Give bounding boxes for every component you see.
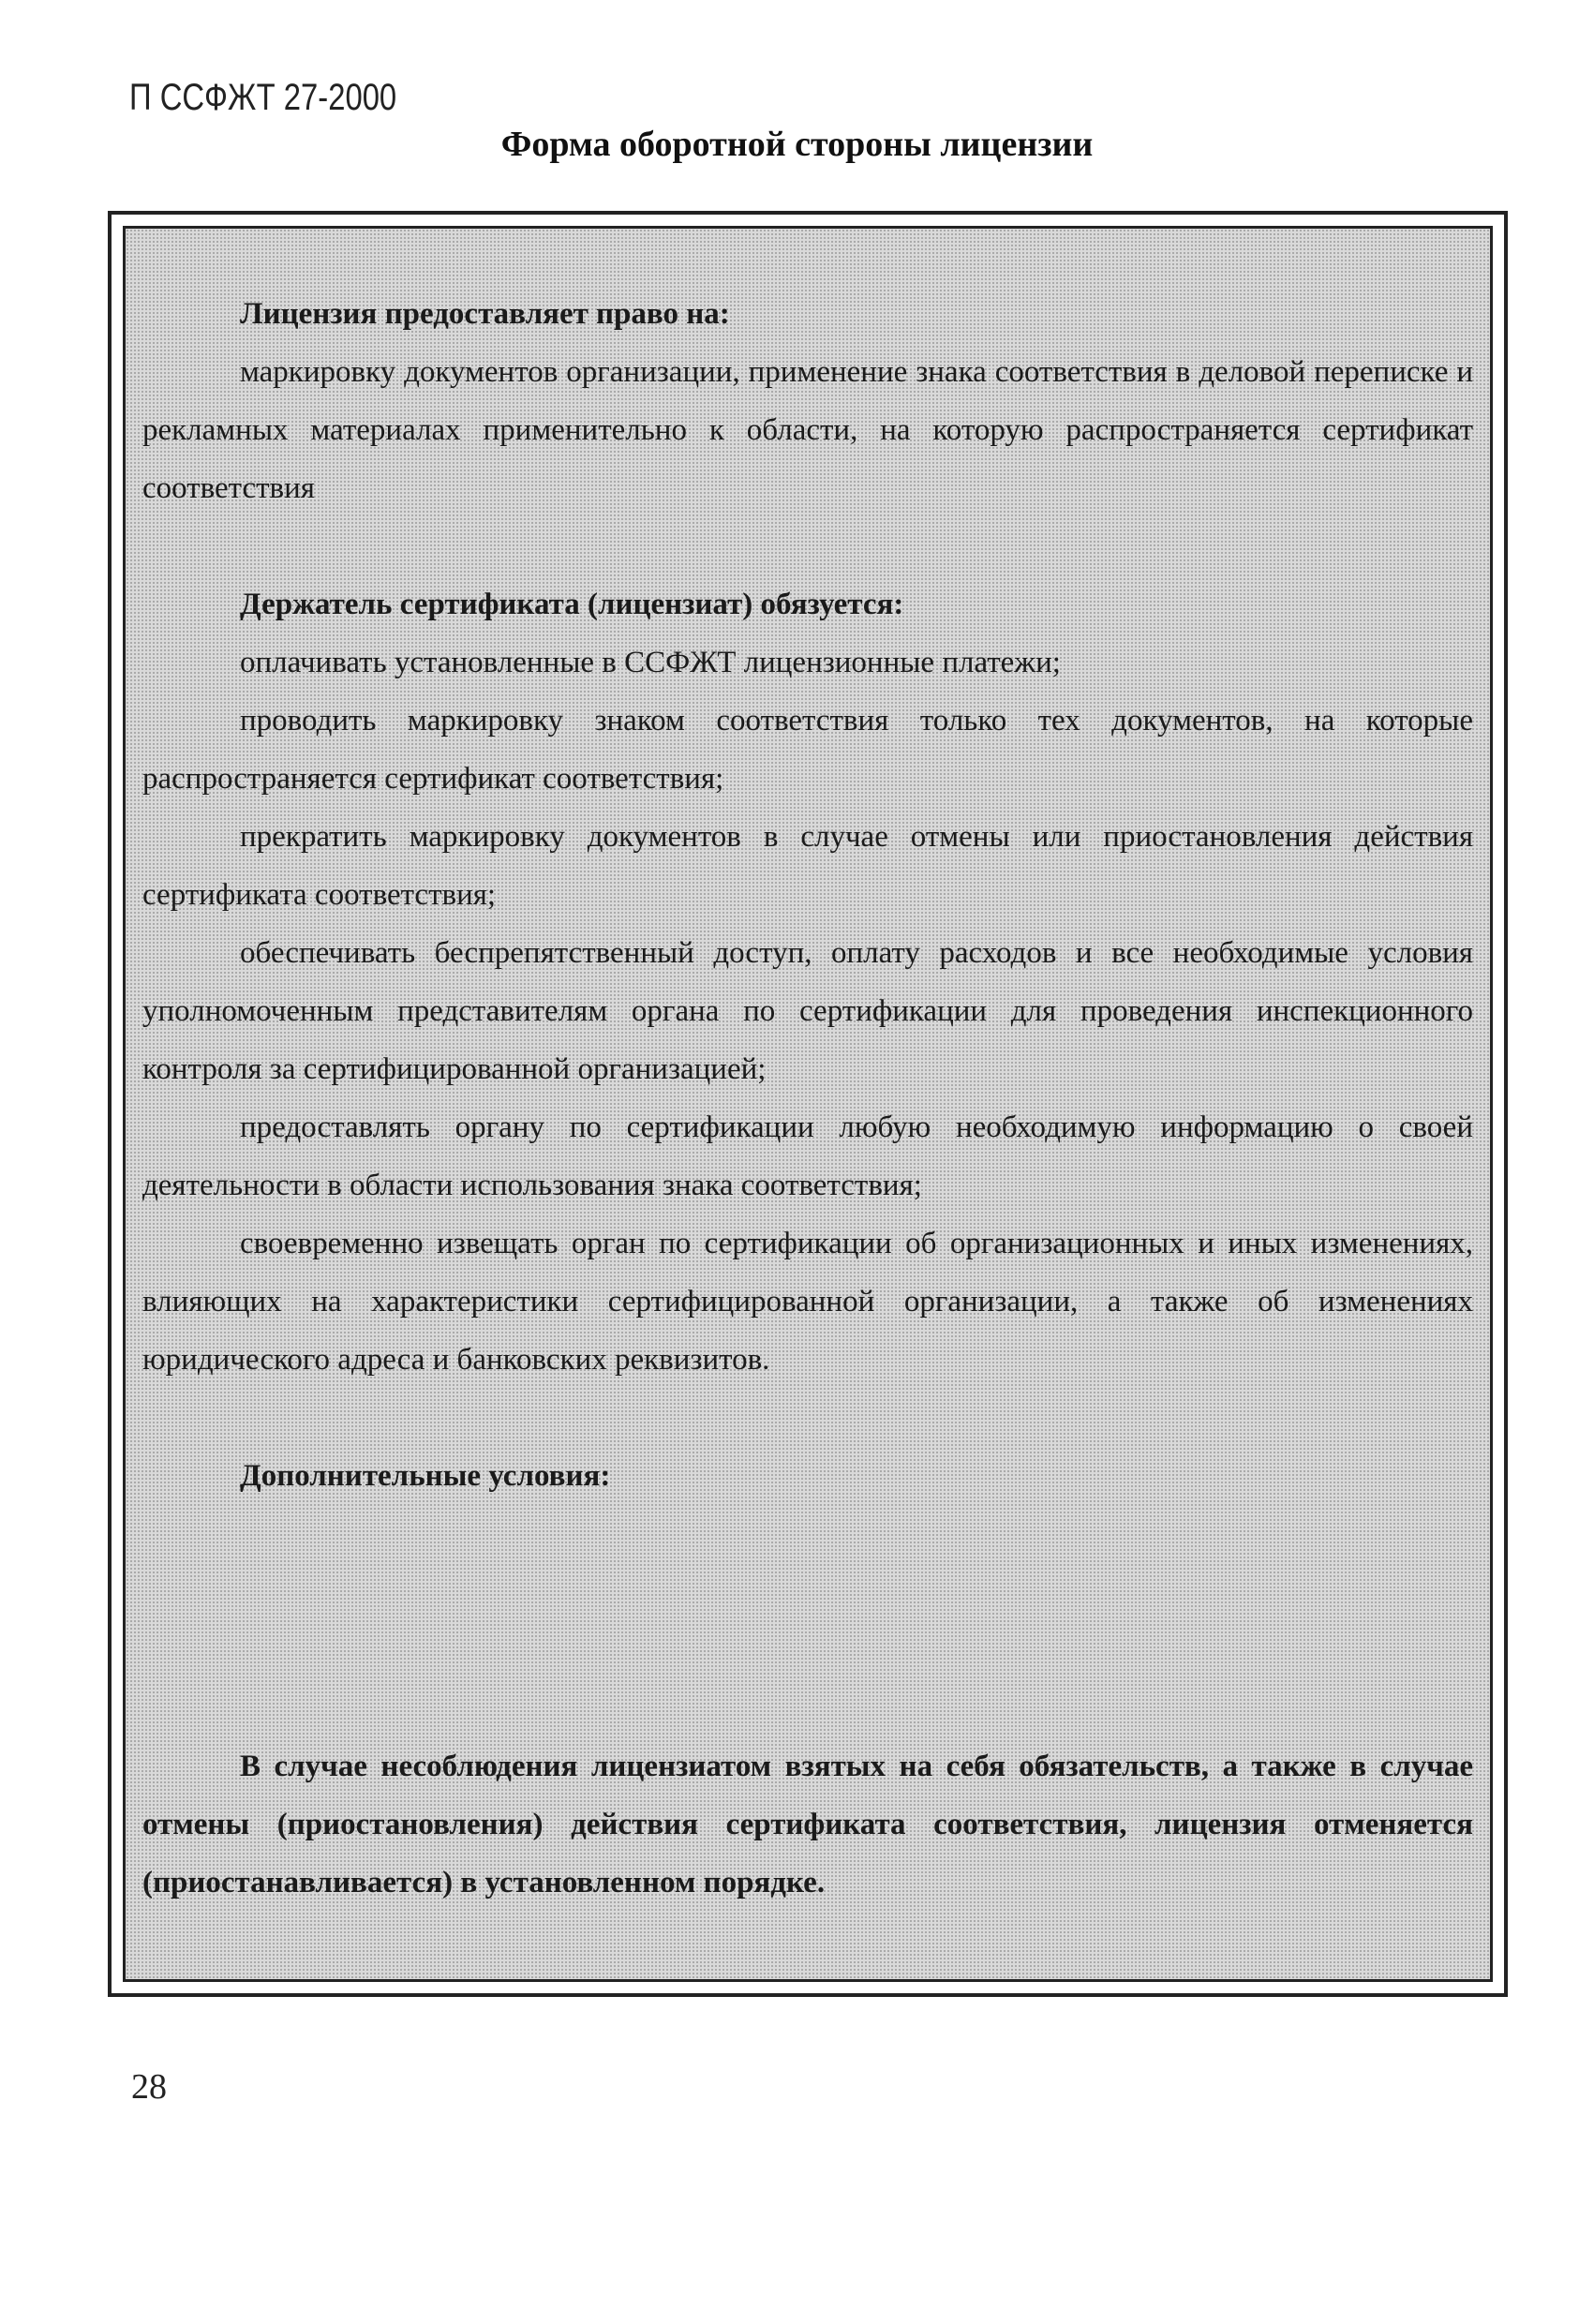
additional-conditions-heading: Дополнительные условия:	[240, 1459, 611, 1493]
additional-conditions-blank-area	[142, 1505, 1473, 1737]
obligation-item: проводить маркировку знаком соответствия только тех документов, на которые распространяется сертификат соответствия;	[142, 704, 1473, 796]
section-spacer	[142, 517, 1473, 575]
section-spacer	[142, 1389, 1473, 1447]
revocation-clause: В случае несоблюдения лицензиатом взятых на себя обязательств, а также в случае отмены (приостановления) действия сертификата соответствия, лицензия отменяется (приостанавливается) в установленном порядке.	[142, 1750, 1473, 1899]
document-code: П ССФЖТ 27-2000	[129, 77, 397, 118]
page-number: 28	[131, 2067, 167, 2107]
obligation-item: своевременно извещать орган по сертификации об организационных и иных изменениях, влияющих на характеристики сертифицированной организации, а также об изменениях юридического адреса и банковских реквизитов.	[142, 1227, 1473, 1377]
rights-heading: Лицензия предоставляет право на:	[240, 297, 730, 331]
obligation-item: обеспечивать беспрепятственный доступ, оплату расходов и все необходимые условия уполномоченным представителям органа по сертификации для проведения инспекционного контроля за сертифицированной организацией;	[142, 936, 1473, 1086]
license-content	[142, 285, 1473, 1912]
form-title: Форма оборотной стороны лицензии	[500, 125, 1094, 164]
obligation-item: оплачивать установленные в ССФЖТ лицензионные платежи;	[240, 646, 1061, 679]
license-frame-outer	[108, 211, 1508, 1997]
obligation-item: прекратить маркировку документов в случае отмены или приостановления действия сертификата соответствия;	[142, 820, 1473, 912]
rights-paragraph: маркировку документов организации, применение знака соответствия в деловой переписке и рекламных материалах применительно к области, на которую распространяется сертификат соответствия	[142, 355, 1473, 505]
obligation-item: предоставлять органу по сертификации любую необходимую информацию о своей деятельности в области использования знака соответствия;	[142, 1110, 1473, 1202]
obligations-heading: Держатель сертификата (лицензиат) обязуется:	[240, 588, 904, 621]
license-frame-inner	[123, 226, 1493, 1982]
